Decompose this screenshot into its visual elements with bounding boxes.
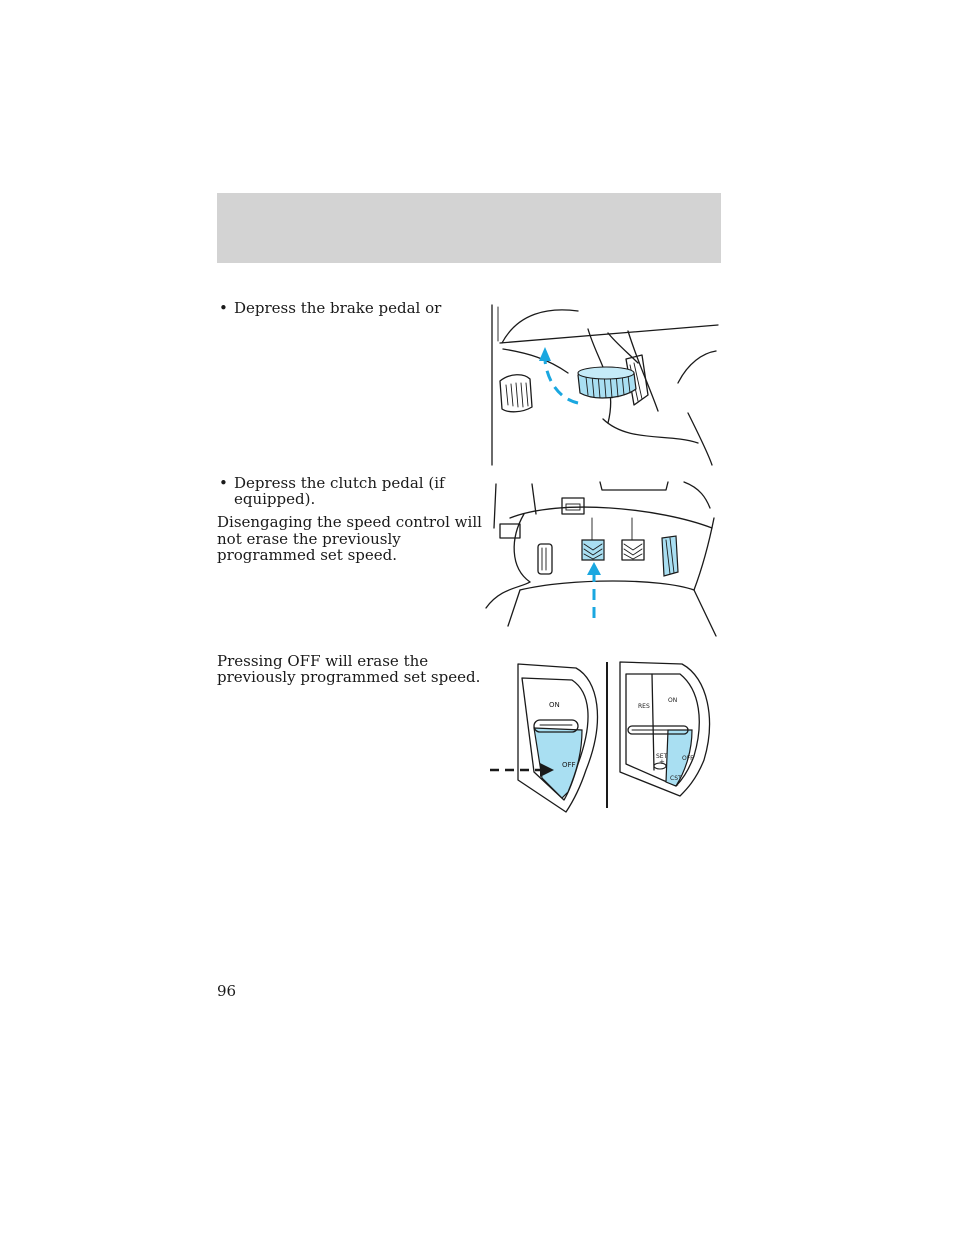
off-note-line1: Pressing OFF will erase the bbox=[217, 652, 429, 670]
switch-off-label: OFF bbox=[562, 761, 576, 769]
brake-instruction: Depress the brake pedal or bbox=[234, 299, 442, 317]
switch-cst-label: CST bbox=[670, 775, 682, 782]
bullet: • bbox=[219, 299, 228, 317]
switch-on-label: ON bbox=[549, 701, 560, 709]
clutch-instruction-line1: Depress the clutch pedal (if bbox=[234, 474, 445, 492]
clutch-pedal-illustration bbox=[480, 478, 720, 638]
brake-pedal-illustration bbox=[488, 303, 720, 468]
off-note-line2: previously programmed set speed. bbox=[217, 668, 481, 686]
disengage-note-line3: programmed set speed. bbox=[217, 546, 398, 564]
disengage-note-line2: not erase the previously bbox=[217, 530, 401, 548]
switch-set-label: SET bbox=[656, 753, 668, 760]
header-band bbox=[217, 193, 721, 263]
clutch-instruction-line2: equipped). bbox=[234, 490, 316, 508]
page-number: 96 bbox=[217, 982, 237, 1000]
speed-control-switch-illustration bbox=[486, 660, 720, 816]
switch-plus-label: + bbox=[659, 758, 665, 766]
switch-on-label-right: ON bbox=[668, 697, 678, 704]
switch-off-label-right: OFF bbox=[682, 755, 694, 762]
switch-minus-label: – bbox=[675, 781, 679, 789]
disengage-note-line1: Disengaging the speed control will bbox=[217, 513, 482, 531]
bullet: • bbox=[219, 474, 228, 492]
switch-res-label: RES bbox=[638, 703, 650, 710]
